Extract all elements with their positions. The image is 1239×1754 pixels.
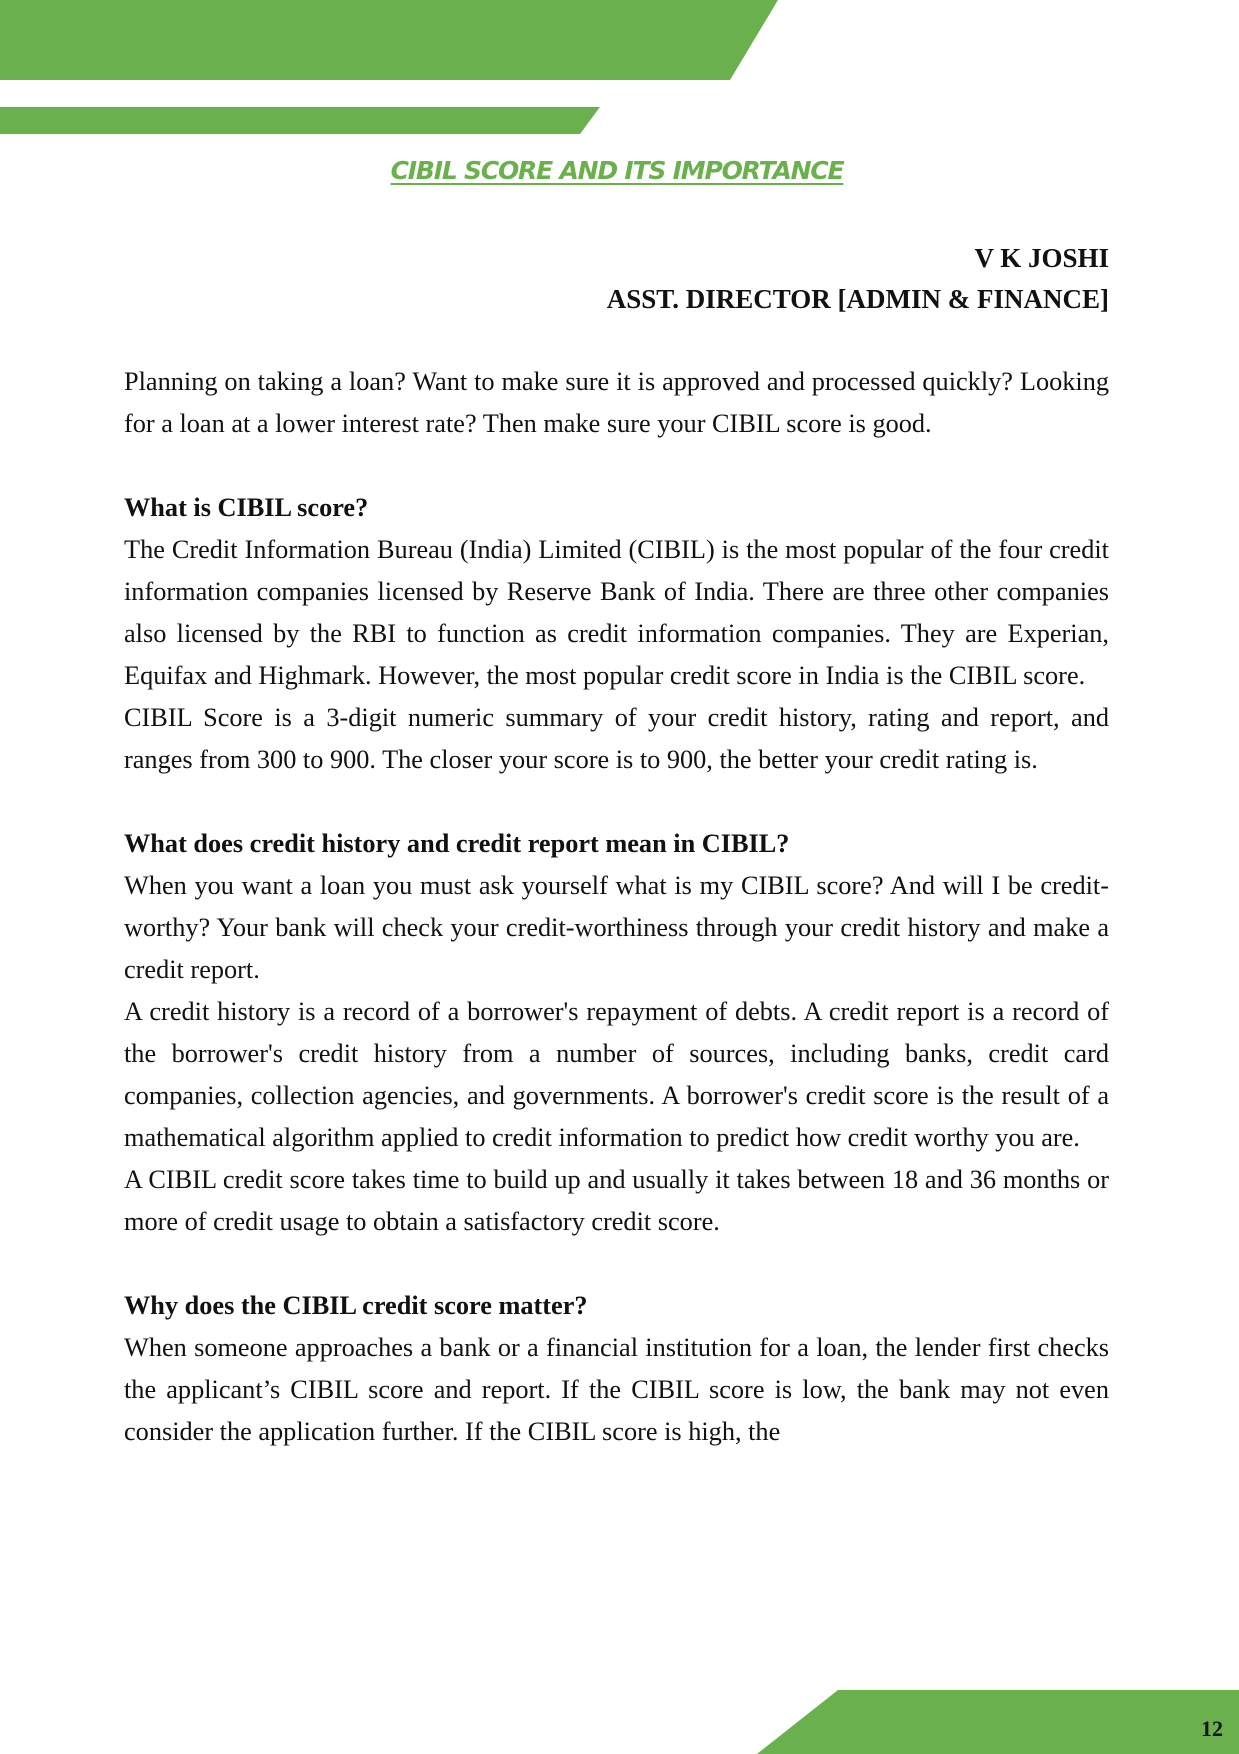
section-heading: What is CIBIL score? — [124, 493, 369, 522]
author-name: V K JOSHI — [974, 243, 1109, 273]
page-title: CIBIL SCORE AND ITS IMPORTANCE — [390, 156, 844, 185]
section-paragraph: A credit history is a record of a borrower's repayment of debts. A credit report is a record of the borrower's credit history from a number of sources, including banks, credit card companies, collection agencies, and governments. A borrower's credit score is the result of a mathematical algorithm applied to credit information to predict how credit worthy you are. — [124, 997, 1109, 1152]
header-banner-top — [0, 0, 778, 80]
article-body — [124, 361, 1109, 1453]
page-number: 12 — [1201, 1716, 1223, 1741]
footer-banner — [757, 1690, 1239, 1754]
section-heading: Why does the CIBIL credit score matter? — [124, 1291, 588, 1320]
section-paragraph: The Credit Information Bureau (India) Limited (CIBIL) is the most popular of the four credit information companies licensed by Reserve Bank of India. There are three other companies also licensed by the RBI to function as credit information companies. They are Experian, Equifax and Highmark. However, the most popular credit score in India is the CIBIL score. — [124, 535, 1109, 690]
section-heading: What does credit history and credit report mean in CIBIL? — [124, 829, 790, 858]
author-designation: ASST. DIRECTOR [ADMIN & FINANCE] — [606, 284, 1109, 314]
section-paragraph: When you want a loan you must ask yourself what is my CIBIL score? And will I be credit-worthy? Your bank will check your credit-worthiness through your credit history and make a credit report. — [124, 871, 1109, 984]
header-banner-bottom — [0, 107, 600, 134]
section-paragraph: When someone approaches a bank or a financial institution for a loan, the lender first checks the applicant’s CIBIL score and report. If the CIBIL score is low, the bank may not even consider the application further. If the CIBIL score is high, the — [124, 1333, 1109, 1446]
section-paragraph: A CIBIL credit score takes time to build up and usually it takes between 18 and 36 months or more of credit usage to obtain a satisfactory credit score. — [124, 1165, 1109, 1236]
author-block — [607, 238, 1109, 320]
intro-paragraph: Planning on taking a loan? Want to make sure it is approved and processed quickly? Looking for a loan at a lower interest rate? Then make sure your CIBIL score is good. — [124, 367, 1109, 438]
section-paragraph: CIBIL Score is a 3-digit numeric summary of your credit history, rating and report, and ranges from 300 to 900. The closer your score is to 900, the better your credit rating is. — [124, 703, 1109, 774]
